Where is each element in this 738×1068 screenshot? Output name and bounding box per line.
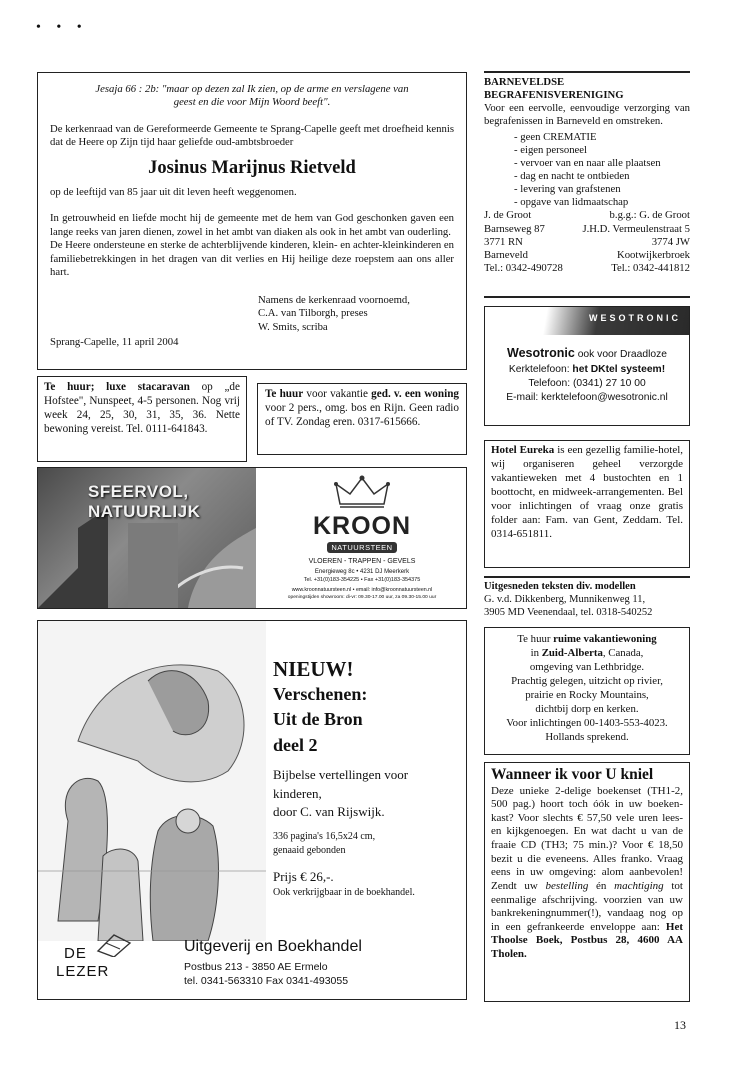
crown-icon [332,474,392,510]
signature-line: Namens de kerkenraad voornoemd, [258,293,410,306]
de-lezer-logo [50,927,160,987]
book-text [273,657,463,898]
wesotronic-ad [484,306,690,426]
kroon-sub-badge [327,542,397,553]
book-spec [273,830,463,857]
desc-line: kinderen, [273,785,322,801]
contact-left: J. de Groot Barnseweg 87 3771 RN Barneveld Tel.: 0342-490728 [484,209,563,274]
desc-line: Bijbelse vertellingen voor [273,766,409,782]
cut-texts-ad [484,580,690,619]
obituary-quote [50,83,454,110]
service-item: - vervoer van en naar alle plaatsen [514,157,661,170]
slogan-line: NATUURLIJK [88,502,201,522]
ad-lead: Te huur [265,388,304,400]
column-rule [484,576,690,578]
kroon-hours: openingstijden showroom: di-vr: 09.30-17.00 uur, za 09.30-15.00 uur [287,595,437,600]
funeral-association-ad [484,76,690,275]
book-logo-icon [94,927,134,957]
book-desc [273,766,463,823]
service-item: - eigen personeel [514,144,587,157]
canada-line: Hollands sprekend. [545,731,629,744]
wesotronic-line: Kerktelefoon: het DKtel systeem! [508,363,666,375]
canada-line: Te huur ruime vakantiewoning [517,633,657,645]
canada-line: Voor inlichtingen 00-1403-553-4023. [506,717,668,730]
desc-line: door C. van Rijswijk. [273,804,385,820]
bible-scene-illustration [38,621,266,941]
kroon-slogan [88,482,200,523]
signature-line: C.A. van Tilborgh, preses [258,307,368,320]
publisher-address: Postbus 213 - 3850 AE Ermelo [184,960,328,973]
logo-line: LEZER [56,963,110,980]
quote-line: Jesaja 66 : 2b: "maar op dezen zal Ik zien, op de arme en verslagene van [95,83,409,95]
kroon-ad [37,467,467,609]
kroon-web: www.kroonnatuursteen.nl • email: info@kroonnatuursteen.nl [291,587,433,593]
canada-line: prairie en Rocky Mountains, [525,689,649,702]
signature-line: W. Smits, scriba [258,320,328,333]
ad-line: 3905 MD Veenendaal, tel. 0318-540252 [484,607,653,619]
ad-lead: Hotel Eureka [491,444,555,456]
publisher-info [184,937,464,989]
spec-line: 336 pagina's 16,5x24 cm, [273,831,376,843]
book-title-line: Uit de Bron [273,709,363,730]
ad-lead: Te huur; luxe stacaravan [44,381,190,393]
stacaravan-ad [37,376,247,462]
kroon-tel: Tel. +31(0)183-354225 • Fax +31(0)183-354375 [303,577,421,583]
hotel-eureka-ad [484,440,690,568]
ad-text: voor 2 pers., omg. bos en Rijn. Geen radio of TV. Zondag eren. 0317-615666. [265,402,459,428]
kroon-address: Energieweg 8c • 4231 DJ Meerkerk [314,569,410,575]
kroon-brand: KROON [312,512,412,540]
publisher-name: Uitgeverij en Boekhandel [184,938,362,955]
service-item: - dag en nacht te ontbieden [514,170,630,183]
ad-line: G. v.d. Dikkenberg, Munnikenweg 11, [484,594,646,606]
book-availability: Ook verkrijgbaar in de boekhandel. [273,887,415,899]
logo-line: DE [64,945,87,962]
ad-title: Wanneer ik voor U kniel [491,766,654,783]
publisher-tel: tel. 0341-563310 Fax 0341-493055 [184,975,349,988]
ad-body: Deze unieke 2-delige boekenset (TH1-2, 500 pag.) hoort toch óók in uw boeken-kast? Voor slechts € 57,50 vele uren lees- en kijkgenoegen. En wat dacht u van de fraaie CD (TH3; 75 min.)? Voor € 18,50 bezit u die eveneens. Alles franko. Vraag eens in uw omgeving: alom aanbevolen! Zendt uw bestelling én machtiging tot eenmalige afschrijving. voorzien van uw bankrekeningnummer(!), vandaag nog op in een gefrankeerde enveloppe aan: Het Thoolse Boek, Postbus 28, 4600 AA Tholen. [491,784,683,961]
slogan-line: SFEERVOL, [88,482,189,501]
obituary-signature [258,294,454,334]
ad-text: is een gezellig familie-hotel, wij organiseren geheel verzorgde vakantieweken met 4 bustochten en 1 boottocht, en midweek-arrangementen. Bel voor inlichtingen of vraag onze gratis folder aan: Fam. van Gent, Zeddam. Tel. 0314-651811. [491,444,684,540]
column-rule [484,296,690,298]
page-number: 13 [674,1018,686,1032]
wesotronic-line: Telefoon: (0341) 27 10 00 [528,377,646,389]
vacation-home-ad [257,383,467,455]
book-set-ad [484,762,690,1002]
obituary-intro: De kerkenraad van de Gereformeerde Gemeente te Sprang-Capelle geeft met droefheid kennis dat de Heere op Zijn tijd haar geliefde oud-ambtsbroeder [50,122,454,149]
place-date: Sprang-Capelle, 11 april 2004 [50,336,179,349]
deceased-name: Josinus Marijnus Rietveld [148,157,356,178]
wesotronic-line: Wesotronic ook voor Draadloze [507,346,667,360]
banner-text: WESOTRONIC [589,313,681,323]
spec-line: genaaid gebonden [273,844,346,856]
canada-line: dichtbij dorp en kerken. [535,703,639,716]
book-price: Prijs € 26,-. [273,869,334,885]
canada-line: Prachtig gelegen, uitzicht op rivier, [511,675,663,688]
ad-text: voor vakantie [303,388,372,400]
wesotronic-text [485,345,689,406]
book-title-line: deel 2 [273,734,318,755]
obituary-age: op de leeftijd van 85 jaar uit dit leven heeft weggenomen. [50,185,297,198]
kroon-photo [38,468,256,608]
ad-text: op „de Hofstee", Nunspeet, 4-5 personen. Nog vrij week 24, 25, 30, 31, 35, 36. Nette bewoning vereist. Tel. 0111-641843. [44,381,240,435]
book-new: NIEUW! [273,657,354,681]
column-rule [484,71,690,73]
service-item: - levering van grafstenen [514,183,621,196]
contact-right: b.g.g.: G. de Groot J.H.D. Vermeulenstraat 5 3774 JW Kootwijkerbroek Tel.: 0342-441812 [582,209,690,274]
kroon-info [258,468,466,608]
contact-grid [484,209,690,274]
wesotronic-line: E-mail: kerktelefoon@wesotronic.nl [506,392,668,404]
ad-title: BARNEVELDSE [484,76,565,88]
obituary-notice [37,72,467,370]
book-ad [37,620,467,1000]
kroon-products: VLOEREN - TRAPPEN - GEVELS [308,558,416,565]
canada-rental-ad [484,627,690,755]
ad-intro: Voor een eervolle, eenvoudige verzorging van begrafenissen in Barneveld en omstreken. [484,102,690,128]
header-dots: • • • [36,20,88,35]
quote-line: geest en die voor Mijn Woord beeft". [173,96,331,109]
ad-lead: Uitgesneden teksten div. modellen [484,581,636,592]
service-item: - geen CREMATIE [514,131,597,144]
service-list [484,131,690,209]
book-title-line: Verschenen: [273,684,368,705]
obituary-para: In getrouwheid en liefde mocht hij de gemeente met de hem van God geschonken gaven een lange reeks van jaren dienen, zowel in het ambt van diaken als ook in het ambt van ouderling. [50,212,454,238]
kroon-sub: NATUURSTEEN [331,543,393,552]
canada-line: omgeving van Lethbridge. [529,661,645,674]
canada-line: in Zuid-Alberta, Canada, [530,647,644,660]
ad-title: BEGRAFENISVERENIGING [484,89,624,102]
ad-bold: ged. v. een woning [371,388,460,400]
service-item: - opgave van lidmaatschap [514,196,629,209]
obituary-para: De Heere ondersteune en sterke de achterblijvende kinderen, klein- en achter-kleinkinderen en familiebetrekkingen in het dragen van dit verlies en Hij heilige deze roepstem aan ons aller hart. [50,239,454,279]
wesotronic-banner [485,307,689,335]
